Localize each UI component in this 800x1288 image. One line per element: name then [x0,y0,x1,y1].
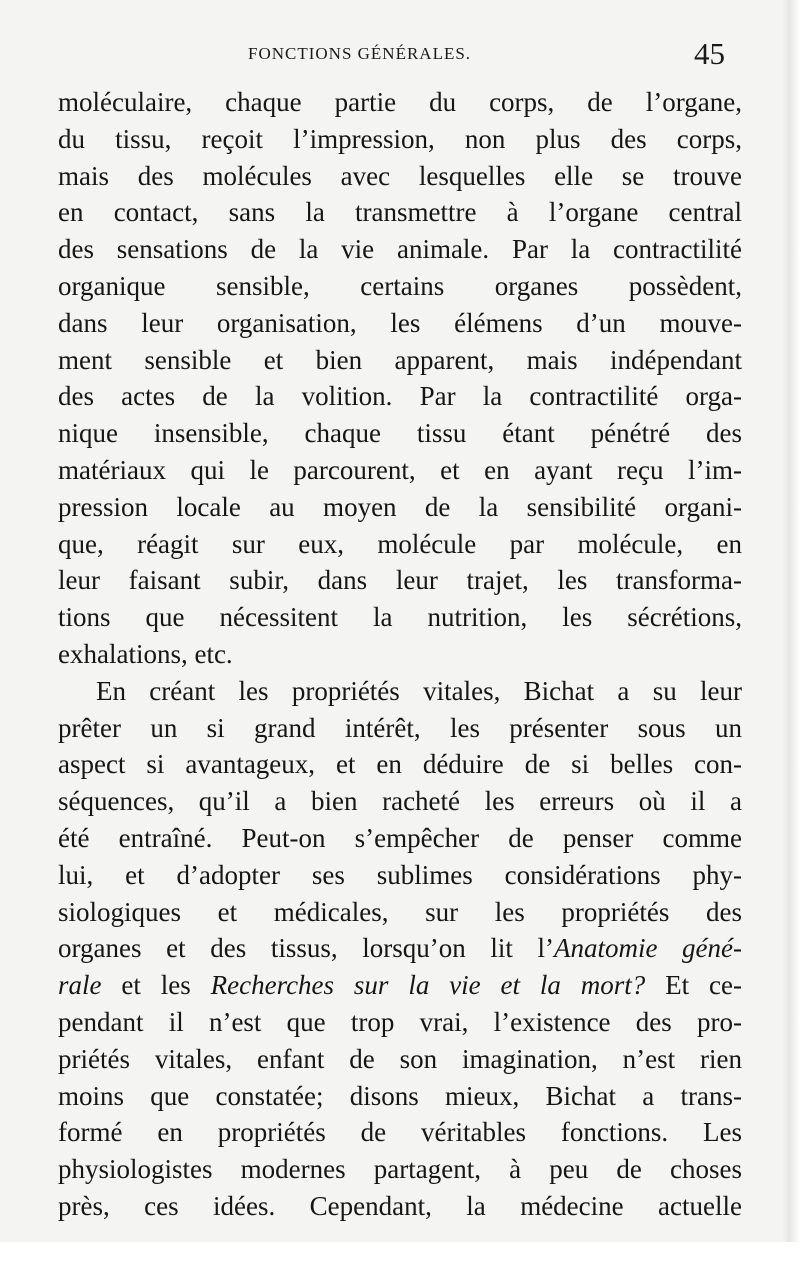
text-line: priétés vitales, enfant de son imagination, n’est rien [58,1043,742,1074]
text-line: formé en propriétés de véritables fonctions. Les [58,1117,742,1148]
text-line: En créant les propriétés vitales, Bichat a su leur [96,675,742,706]
text-line: mais des molécules avec lesquelles elle se trouve [58,160,742,191]
text-line: tions que nécessitent la nutrition, les sécrétions, [58,602,742,633]
italic-book-title: rale [58,970,102,1001]
text-fragment: organes et des tissus, lorsqu’on lit l’ [58,933,554,964]
text-line: ment sensible et bien apparent, mais indépendant [58,344,742,375]
text-line-with-italic [58,930,742,967]
text-line: pression locale au moyen de la sensibilité organi- [58,491,742,522]
italic-book-title: Anatomie géné- [553,933,743,964]
text-line: séquences, qu’il a bien racheté les erreurs où il a [58,786,742,817]
italic-book-title: Recherches sur la vie et la mort? [210,970,646,1001]
text-line: dans leur organisation, les élémens d’un mouve- [58,307,742,338]
text-line: pendant il n’est que trop vrai, l’existence des pro- [58,1006,742,1037]
page-edge-shadow [782,0,800,1288]
text-line: moléculaire, chaque partie du corps, de l’organe, [58,87,742,117]
paragraph-1 [58,84,742,673]
text-fragment: Et ce- [645,970,743,1001]
text-line: aspect si avantageux, et en déduire de si belles con- [58,749,742,780]
text-line: nique insensible, chaque tissu étant pénétré des [58,418,742,449]
text-line-with-italic [58,967,742,1004]
text-line: exhalations, etc. [58,638,233,669]
text-fragment: et les [101,970,211,1001]
body-text [58,84,742,1225]
text-line: siologiques et médicales, sur les propriétés des [58,896,742,927]
text-line: organique sensible, certains organes possèdent, [58,270,742,301]
text-line: près, ces idées. Cependant, la médecine actuelle [58,1190,742,1221]
page-bottom-margin [0,1242,800,1288]
text-line: lui, et d’adopter ses sublimes considérations phy- [58,859,742,890]
text-line: été entraîné. Peut-on s’empêcher de penser comme [58,822,742,853]
text-line: matériaux qui le parcourent, et en ayant reçu l’im- [58,454,742,485]
text-line: moins que constatée; disons mieux, Bichat a trans- [58,1080,742,1111]
text-line: que, réagit sur eux, molécule par molécule, en [58,528,742,559]
text-line: prêter un si grand intérêt, les présenter sous un [58,712,742,743]
text-line: physiologistes modernes partagent, à peu de choses [58,1154,742,1185]
running-head: FONCTIONS GÉNÉRALES. [248,44,472,63]
text-line: du tissu, reçoit l’impression, non plus des corps, [58,123,742,154]
text-line: leur faisant subir, dans leur trajet, les transforma- [58,565,742,596]
paragraph-2 [58,673,742,1225]
page-number: 45 [694,36,725,71]
text-line: des actes de la volition. Par la contractilité orga- [58,381,742,412]
text-line: des sensations de la vie animale. Par la contractilité [58,234,742,265]
text-line: en contact, sans la transmettre à l’organe central [58,197,742,228]
